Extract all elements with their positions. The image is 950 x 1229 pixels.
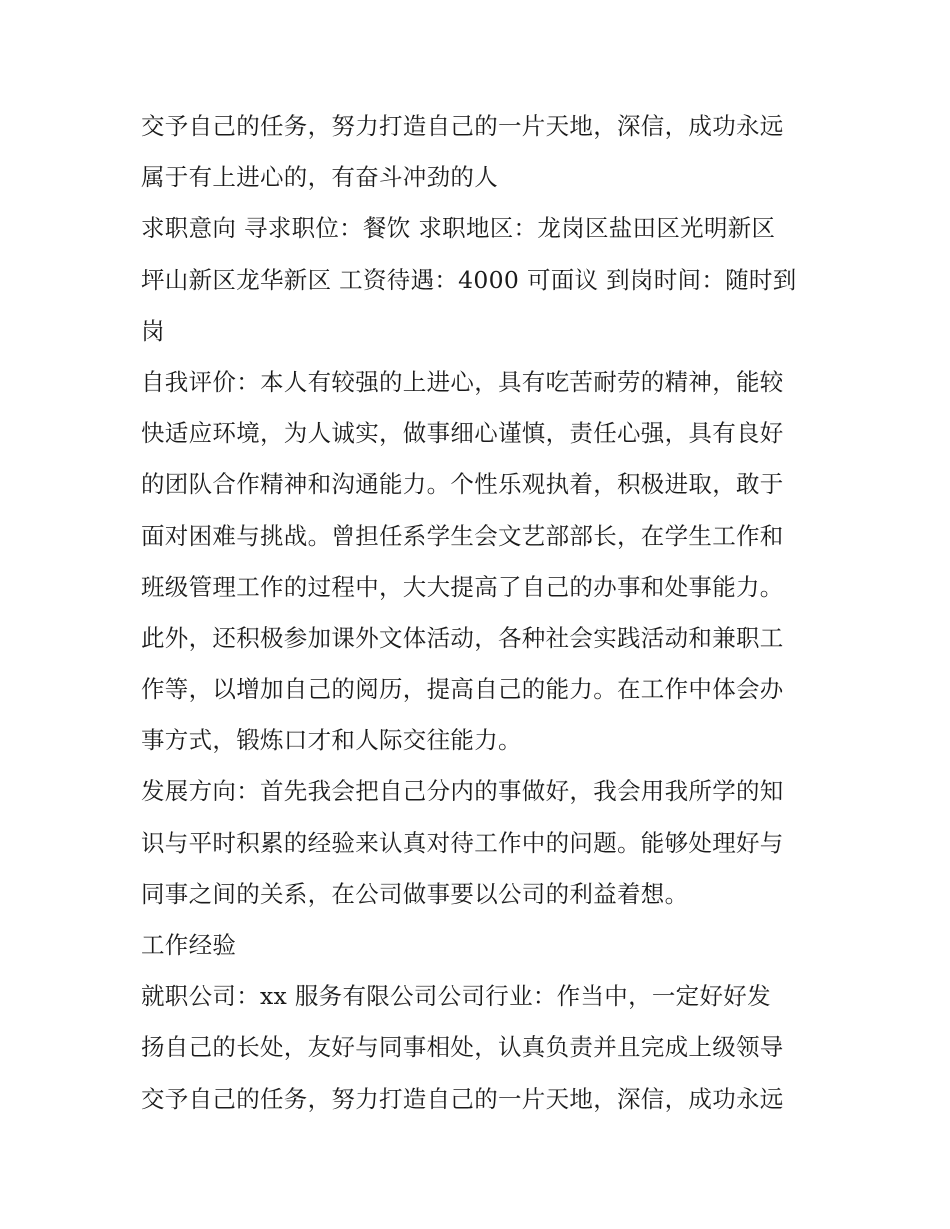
body-line: 交予自己的任务，努力打造自己的一片天地，深信，成功永远 — [141, 112, 784, 140]
work-experience-line: 就职公司：xx 服务有限公司公司行业：作当中，一定好好发 — [141, 982, 771, 1011]
self-evaluation-line: 的团队合作精神和沟通能力。个性乐观执着，积极进取，敢于 — [141, 470, 784, 499]
work-experience-line: 扬自己的长处，友好与同事相处，认真负责并且完成上级领导 — [141, 1033, 784, 1062]
self-evaluation-line: 自我评价：本人有较强的上进心，具有吃苦耐劳的精神，能较 — [141, 367, 784, 396]
development-direction-line: 发展方向：首先我会把自己分内的事做好，我会用我所学的知 — [141, 777, 784, 806]
work-experience-line: 交予自己的任务，努力打造自己的一片天地，深信，成功永远 — [141, 1084, 784, 1113]
self-evaluation-line: 快适应环境，为人诚实，做事细心谨慎，责任心强，具有良好 — [141, 419, 784, 448]
section-heading-work-experience: 工作经验 — [141, 931, 237, 959]
document-body — [141, 101, 821, 1125]
self-evaluation-line: 班级管理工作的过程中，大大提高了自己的办事和处事能力。 — [141, 572, 784, 601]
self-evaluation-line: 作等，以增加自己的阅历，提高自己的能力。在工作中体会办 — [141, 675, 784, 704]
self-evaluation-line: 事方式，锻炼口才和人际交往能力。 — [141, 726, 522, 755]
job-intention-line: 求职意向 寻求职位：餐饮 求职地区：龙岗区盐田区光明新区 — [141, 214, 776, 243]
job-intention-line: 岗 — [141, 316, 165, 345]
development-direction-line: 同事之间的关系，在公司做事要以公司的利益着想。 — [141, 879, 689, 908]
job-intention-line: 坪山新区龙华新区 工资待遇：4000 可面议 到岗时间：随时到 — [141, 265, 797, 294]
development-direction-line: 识与平时积累的经验来认真对待工作中的问题。能够处理好与 — [141, 828, 784, 857]
self-evaluation-line: 面对困难与挑战。曾担任系学生会文艺部部长，在学生工作和 — [141, 521, 784, 550]
body-line: 属于有上进心的，有奋斗冲劲的人 — [141, 163, 498, 192]
self-evaluation-line: 此外，还积极参加课外文体活动，各种社会实践活动和兼职工 — [141, 623, 784, 652]
